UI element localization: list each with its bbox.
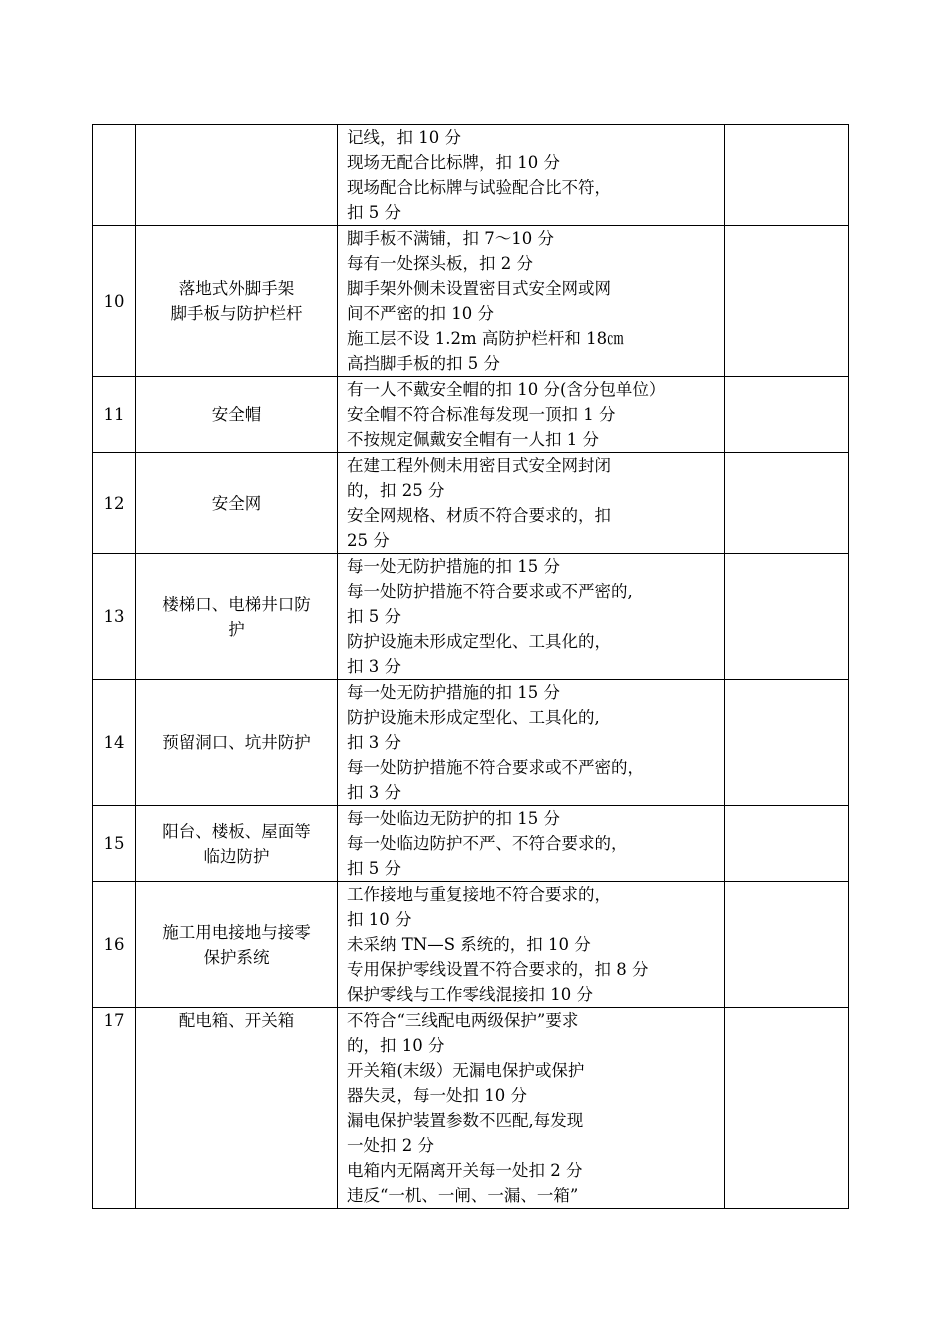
inspection-item-line: 配电箱、开关箱 bbox=[178, 1011, 295, 1030]
table-row bbox=[93, 125, 849, 226]
inspection-item-line: 楼梯口、电梯井口防 bbox=[162, 594, 311, 614]
score-cell bbox=[725, 1008, 849, 1209]
deduction-standard bbox=[338, 125, 725, 226]
inspection-item-line: 安全帽 bbox=[211, 405, 262, 424]
item-number: 12 bbox=[93, 453, 136, 554]
inspection-item-line: 施工用电接地与接零 bbox=[162, 922, 311, 942]
deduction-standard bbox=[338, 377, 725, 453]
deduction-standard-line: 电箱内无隔离开关每一处扣 2 分 bbox=[347, 1161, 583, 1180]
table-row bbox=[93, 882, 849, 1008]
table-row bbox=[93, 453, 849, 554]
deduction-standard-line: 扣 10 分 bbox=[347, 910, 412, 929]
inspection-item bbox=[136, 1008, 338, 1209]
deduction-standard-line: 每一处临边防护不严、不符合要求的， bbox=[347, 834, 628, 853]
score-cell bbox=[725, 125, 849, 226]
deduction-standard-line: 记线，扣 10 分 bbox=[347, 128, 461, 147]
deduction-standard-line: 扣 5 分 bbox=[347, 203, 401, 222]
deduction-standard-line: 保护零线与工作零线混接扣 10 分 bbox=[347, 985, 593, 1004]
inspection-item bbox=[136, 882, 338, 1008]
deduction-standard-line: 不按规定佩戴安全帽有一人扣 1 分 bbox=[347, 430, 599, 449]
deduction-standard-line: 每一处无防护措施的扣 15 分 bbox=[347, 683, 560, 702]
deduction-standard-line: 违反“一机、一闸、一漏、一箱” bbox=[347, 1186, 579, 1205]
deduction-standard-line: 的，扣 25 分 bbox=[347, 481, 445, 500]
deduction-standard-line: 每有一处探头板，扣 2 分 bbox=[347, 254, 533, 273]
deduction-standard-line: 扣 5 分 bbox=[347, 859, 401, 878]
item-number: 15 bbox=[93, 806, 136, 882]
inspection-item-line: 保护系统 bbox=[203, 947, 270, 967]
deduction-standard-line: 漏电保护装置参数不匹配,每发现 bbox=[347, 1111, 584, 1130]
deduction-standard-line: 开关箱(末级）无漏电保护或保护 bbox=[347, 1061, 585, 1080]
deduction-standard-line: 扣 3 分 bbox=[347, 657, 401, 676]
deduction-standard-line: 防护设施未形成定型化、工具化的， bbox=[347, 632, 611, 651]
inspection-item-line: 阳台、楼板、屋面等 bbox=[162, 821, 311, 841]
deduction-standard-line: 间不严密的扣 10 分 bbox=[347, 304, 494, 323]
table-row bbox=[93, 377, 849, 453]
deduction-standard-line: 不符合“三线配电两级保护”要求 bbox=[347, 1011, 579, 1030]
deduction-standard-line: 防护设施未形成定型化、工具化的, bbox=[347, 708, 600, 727]
deduction-standard-line: 现场无配合比标牌，扣 10 分 bbox=[347, 153, 560, 172]
table-row bbox=[93, 226, 849, 377]
item-number: 10 bbox=[93, 226, 136, 377]
item-number: 14 bbox=[93, 680, 136, 806]
deduction-standard-line: 一处扣 2 分 bbox=[347, 1136, 434, 1155]
deduction-standard bbox=[338, 554, 725, 680]
deduction-standard bbox=[338, 680, 725, 806]
deduction-standard-line: 每一处防护措施不符合要求或不严密的， bbox=[347, 758, 644, 777]
inspection-item bbox=[136, 125, 338, 226]
score-cell bbox=[725, 377, 849, 453]
table-row bbox=[93, 680, 849, 806]
deduction-standard bbox=[338, 882, 725, 1008]
item-number: 16 bbox=[93, 882, 136, 1008]
score-cell bbox=[725, 680, 849, 806]
deduction-standard-line: 扣 3 分 bbox=[347, 783, 401, 802]
inspection-item bbox=[136, 554, 338, 680]
deduction-standard-line: 脚手架外侧未设置密目式安全网或网 bbox=[347, 279, 611, 298]
table-body bbox=[93, 125, 849, 1209]
deduction-standard-line: 的，扣 10 分 bbox=[347, 1036, 445, 1055]
deduction-standard-line: 有一人不戴安全帽的扣 10 分(含分包单位） bbox=[347, 380, 666, 399]
deduction-standard-line: 25 分 bbox=[347, 531, 390, 550]
score-cell bbox=[725, 226, 849, 377]
inspection-item-line: 落地式外脚手架 bbox=[178, 279, 295, 298]
deduction-standard-line: 未采纳 TN—S 系统的，扣 10 分 bbox=[347, 935, 591, 954]
score-cell bbox=[725, 806, 849, 882]
inspection-item bbox=[136, 226, 338, 377]
deduction-standard-line: 器失灵，每一处扣 10 分 bbox=[347, 1086, 527, 1105]
deduction-standard bbox=[338, 1008, 725, 1209]
table-row bbox=[93, 806, 849, 882]
score-cell bbox=[725, 882, 849, 1008]
deduction-standard bbox=[338, 453, 725, 554]
item-number: 13 bbox=[93, 554, 136, 680]
inspection-item-line: 临边防护 bbox=[203, 846, 270, 866]
inspection-item-line: 护 bbox=[228, 619, 245, 639]
inspection-item-line: 预留洞口、坑井防护 bbox=[162, 733, 311, 752]
deduction-standard-line: 每一处临边无防护的扣 15 分 bbox=[347, 809, 560, 828]
item-number bbox=[93, 125, 136, 226]
inspection-item bbox=[136, 806, 338, 882]
item-number: 17 bbox=[93, 1008, 136, 1209]
inspection-item-line: 脚手板与防护栏杆 bbox=[170, 304, 303, 323]
deduction-standard-line: 每一处无防护措施的扣 15 分 bbox=[347, 557, 560, 576]
deduction-standard bbox=[338, 806, 725, 882]
score-cell bbox=[725, 554, 849, 680]
deduction-standard-line: 安全帽不符合标准每发现一顶扣 1 分 bbox=[347, 405, 616, 424]
deduction-standard-line: 每一处防护措施不符合要求或不严密的, bbox=[347, 582, 633, 601]
deduction-standard-line: 脚手板不满铺，扣 7～10 分 bbox=[347, 229, 554, 248]
deduction-standard-line: 高挡脚手板的扣 5 分 bbox=[347, 354, 500, 373]
inspection-item bbox=[136, 453, 338, 554]
safety-inspection-table bbox=[92, 124, 849, 1209]
deduction-standard-line: 在建工程外侧未用密目式安全网封闭 bbox=[347, 456, 611, 475]
item-number: 11 bbox=[93, 377, 136, 453]
deduction-standard-line: 扣 3 分 bbox=[347, 733, 401, 752]
inspection-item-line: 安全网 bbox=[211, 493, 262, 513]
deduction-standard-line: 施工层不设 1.2m 高防护栏杆和 18㎝ bbox=[347, 329, 624, 348]
deduction-standard-line: 工作接地与重复接地不符合要求的， bbox=[347, 885, 611, 904]
inspection-table-page bbox=[92, 124, 848, 1209]
inspection-item bbox=[136, 377, 338, 453]
score-cell bbox=[725, 453, 849, 554]
deduction-standard-line: 现场配合比标牌与试验配合比不符， bbox=[347, 178, 611, 197]
inspection-item bbox=[136, 680, 338, 806]
deduction-standard-line: 专用保护零线设置不符合要求的，扣 8 分 bbox=[347, 960, 649, 979]
deduction-standard bbox=[338, 226, 725, 377]
deduction-standard-line: 扣 5 分 bbox=[347, 607, 401, 626]
table-row bbox=[93, 1008, 849, 1209]
deduction-standard-line: 安全网规格、材质不符合要求的，扣 bbox=[347, 506, 611, 525]
table-row bbox=[93, 554, 849, 680]
